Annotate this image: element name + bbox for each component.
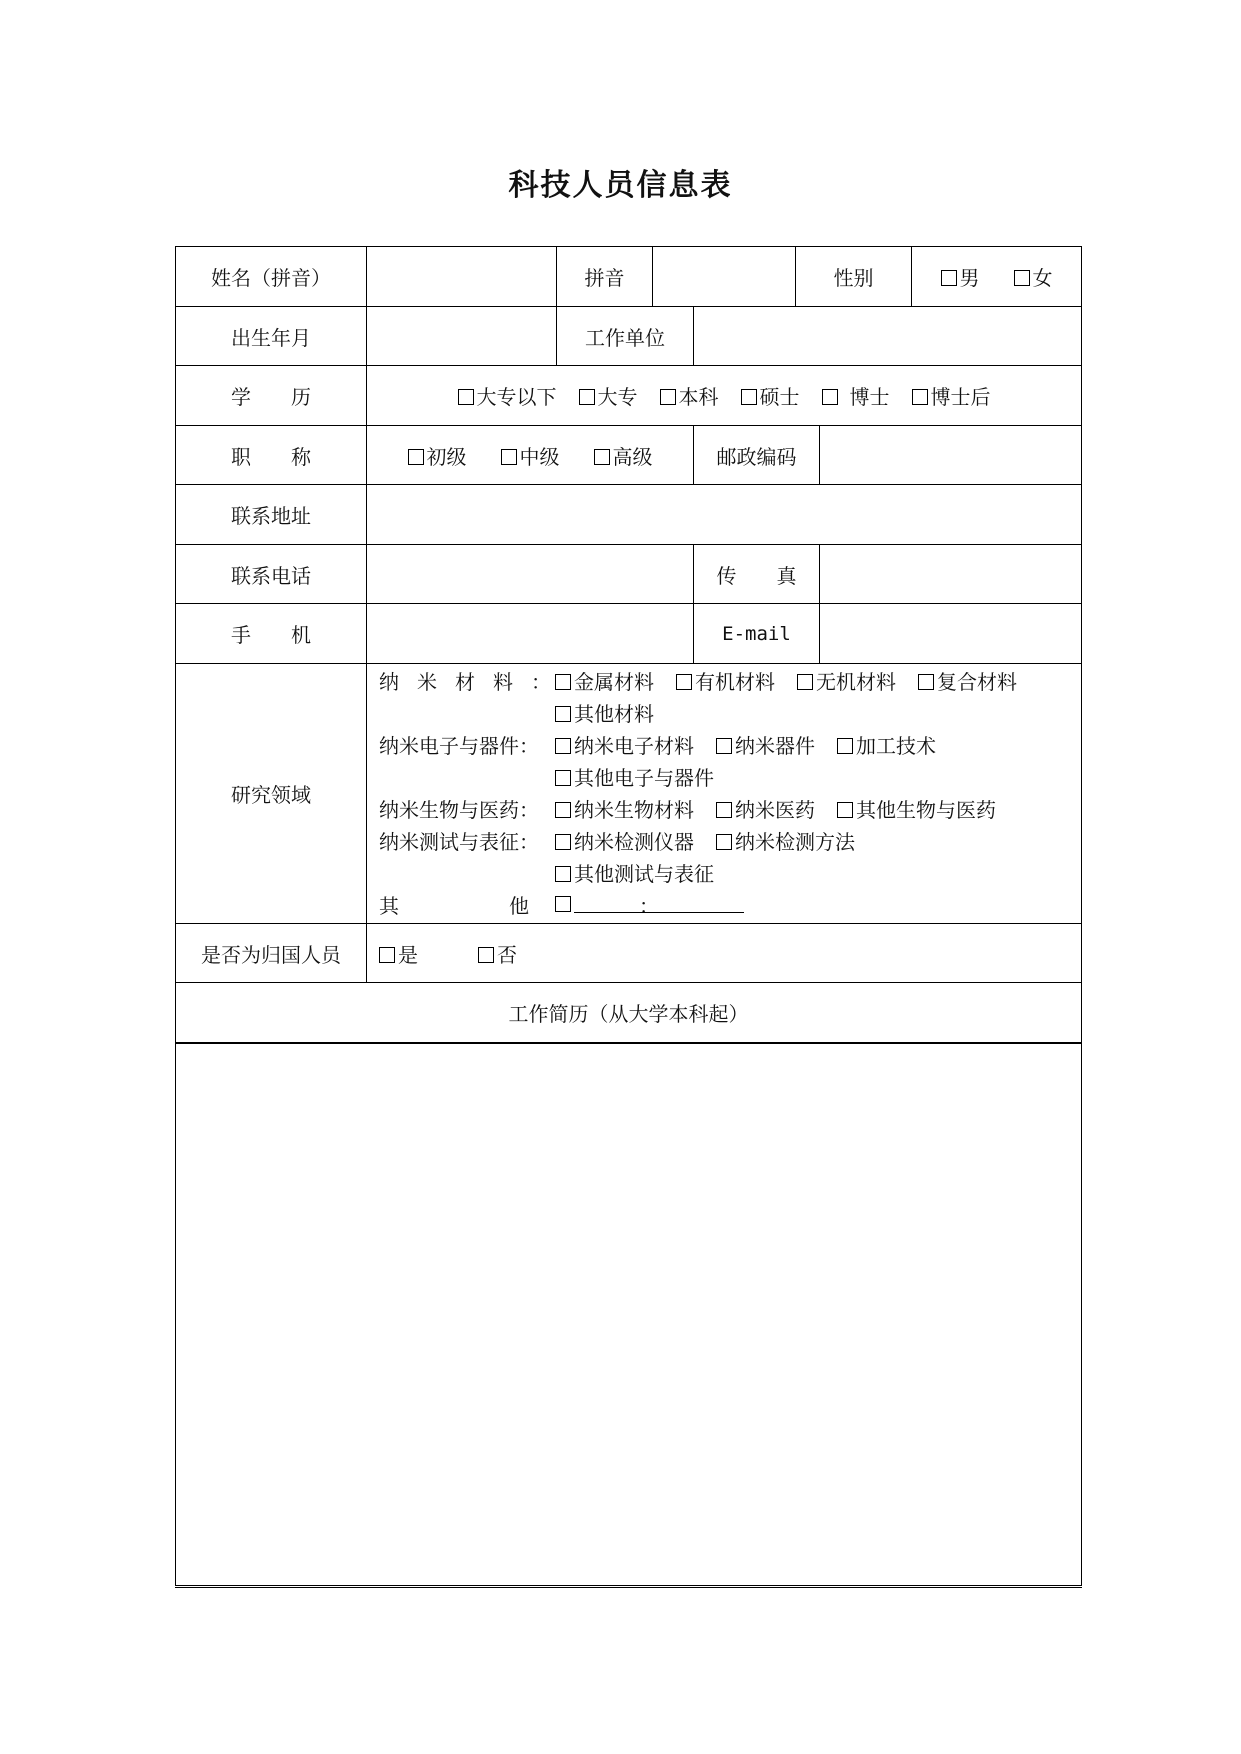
email-input[interactable] (820, 604, 1081, 663)
returnee-label: 是否为归国人员 (201, 942, 341, 967)
history-input[interactable] (176, 1044, 1081, 1585)
gender-male-checkbox[interactable]: 男 (941, 262, 980, 291)
address-input[interactable] (367, 485, 1081, 544)
edu-option-college[interactable]: 大专 (579, 381, 638, 410)
info-form (175, 246, 1082, 1586)
checkbox-icon (555, 770, 571, 786)
checkbox-icon (797, 674, 813, 690)
checkbox-icon (501, 449, 517, 465)
history-label: 工作简历（从大学本科起） (508, 1002, 749, 1026)
title-option-junior[interactable]: 初级 (408, 441, 467, 470)
postcode-label: 邮政编码 (716, 444, 797, 469)
edu-option-doctor[interactable]: 博士 (822, 381, 890, 410)
checkbox-icon (594, 449, 610, 465)
employer-input[interactable] (694, 307, 1081, 365)
checkbox-icon (716, 834, 732, 850)
title-option-senior[interactable]: 高级 (594, 441, 653, 470)
option-organic-materials[interactable]: 有机材料 (676, 666, 775, 695)
option-other-bio[interactable]: 其他生物与医药 (837, 794, 996, 823)
fax-label: 传 真 (716, 563, 797, 588)
edu-option-bachelor[interactable]: 本科 (660, 381, 719, 410)
option-nano-test-instruments[interactable]: 纳米检测仪器 (555, 826, 694, 855)
checkbox-icon (676, 674, 692, 690)
title-option-intermediate[interactable]: 中级 (501, 441, 560, 470)
returnee-no-checkbox[interactable]: 否 (478, 939, 517, 968)
phone-label: 联系电话 (231, 563, 311, 588)
checkbox-icon (716, 802, 732, 818)
checkbox-icon (555, 674, 571, 690)
other-field-input[interactable] (574, 894, 744, 913)
returnee-options (379, 924, 1079, 982)
education-label: 学 历 (231, 385, 311, 409)
checkbox-icon (458, 389, 474, 405)
checkbox-icon (716, 738, 732, 754)
research-group-other-label: 其他： (379, 893, 769, 918)
checkbox-icon (1014, 270, 1030, 286)
name-input[interactable] (367, 247, 556, 306)
birth-label: 出生年月 (231, 325, 311, 350)
gender-female-checkbox[interactable]: 女 (1014, 262, 1053, 291)
option-other-field[interactable] (555, 892, 744, 916)
checkbox-icon (555, 802, 571, 818)
option-nano-devices[interactable]: 纳米器件 (716, 730, 815, 759)
checkbox-icon (379, 947, 395, 963)
edu-option-postdoc[interactable]: 博士后 (912, 381, 991, 410)
research-group-bio-label: 纳米生物与医药： (379, 797, 539, 822)
postcode-input[interactable] (820, 426, 1081, 484)
checkbox-icon (941, 270, 957, 286)
option-metal-materials[interactable]: 金属材料 (555, 666, 654, 695)
form-title: 科技人员信息表 (508, 168, 733, 203)
option-nano-test-methods[interactable]: 纳米检测方法 (716, 826, 855, 855)
mobile-label: 手 机 (231, 623, 311, 647)
research-group-electronics-label: 纳米电子与器件： (379, 733, 539, 758)
option-other-electronics[interactable]: 其他电子与器件 (555, 762, 714, 791)
checkbox-icon (408, 449, 424, 465)
checkbox-icon (555, 866, 571, 882)
research-group-testing-label: 纳米测试与表征： (379, 829, 539, 854)
checkbox-icon (837, 802, 853, 818)
returnee-yes-checkbox[interactable]: 是 (379, 939, 418, 968)
name-label: 姓名（拼音） (211, 266, 331, 290)
edu-option-master[interactable]: 硕士 (741, 381, 800, 410)
option-inorganic-materials[interactable]: 无机材料 (797, 666, 896, 695)
email-label: E-mail (722, 622, 791, 645)
checkbox-icon (555, 896, 571, 912)
research-label: 研究领域 (231, 783, 311, 807)
mobile-input[interactable] (367, 604, 693, 663)
option-nano-electronic-materials[interactable]: 纳米电子材料 (555, 730, 694, 759)
option-other-materials[interactable]: 其他材料 (555, 698, 654, 727)
employer-label: 工作单位 (585, 325, 665, 350)
bottom-rule (175, 1587, 1082, 1588)
pinyin-input[interactable] (653, 247, 795, 306)
fax-input[interactable] (820, 545, 1081, 603)
checkbox-icon (741, 389, 757, 405)
checkbox-icon (822, 389, 838, 405)
edu-option-below-college[interactable]: 大专以下 (458, 381, 557, 410)
birth-input[interactable] (367, 307, 556, 365)
option-processing-tech[interactable]: 加工技术 (837, 730, 936, 759)
option-other-testing[interactable]: 其他测试与表征 (555, 858, 714, 887)
checkbox-icon (837, 738, 853, 754)
phone-input[interactable] (367, 545, 693, 603)
option-nano-bio-materials[interactable]: 纳米生物材料 (555, 794, 694, 823)
checkbox-icon (478, 947, 494, 963)
option-composite-materials[interactable]: 复合材料 (918, 666, 1017, 695)
checkbox-icon (918, 674, 934, 690)
checkbox-icon (555, 834, 571, 850)
option-nano-medicine[interactable]: 纳米医药 (716, 794, 815, 823)
checkbox-icon (555, 706, 571, 722)
address-label: 联系地址 (231, 504, 311, 528)
checkbox-icon (579, 389, 595, 405)
education-options (367, 366, 1081, 425)
pinyin-label: 拼音 (584, 266, 625, 290)
title-options (367, 426, 693, 484)
research-options (379, 664, 1079, 923)
title-label: 职 称 (231, 444, 311, 469)
checkbox-icon (555, 738, 571, 754)
gender-label: 性别 (833, 266, 874, 290)
gender-options (912, 247, 1081, 306)
checkbox-icon (912, 389, 928, 405)
research-group-materials-label: 纳米材料： (379, 669, 569, 694)
checkbox-icon (660, 389, 676, 405)
